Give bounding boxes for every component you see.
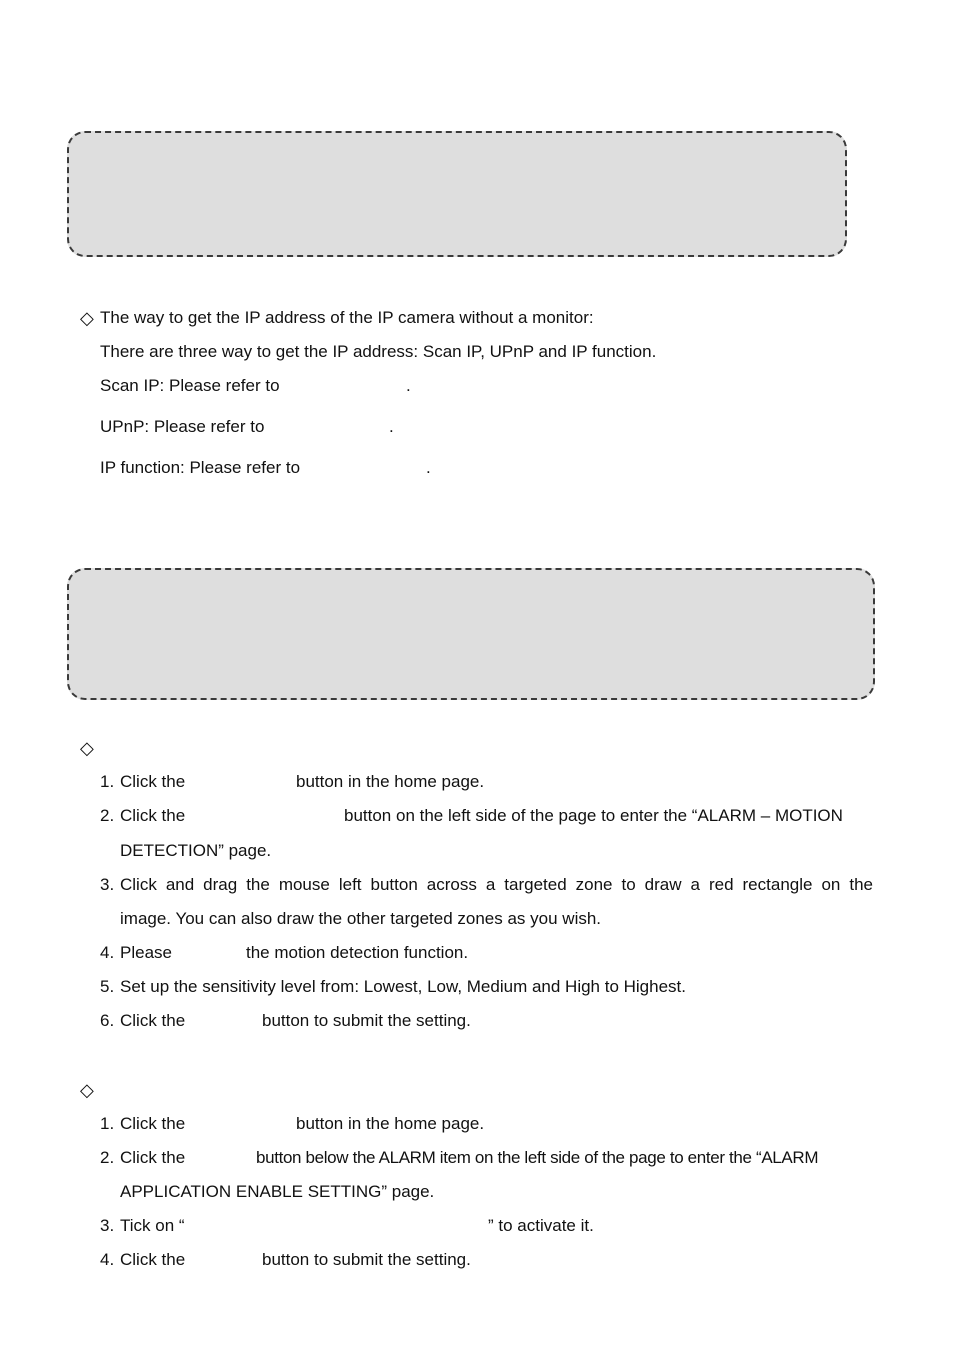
- intro-text: There are three way to get the IP address: Scan IP, UPnP and IP function.: [100, 342, 657, 361]
- ip-function-label: IP function: Please refer to: [100, 458, 301, 477]
- step-text: button in the home page.: [296, 772, 485, 791]
- section-heading: The way to get the IP address of the IP camera without a monitor:: [100, 308, 594, 327]
- step-number: 1.: [100, 772, 115, 791]
- step-text: button to submit the setting.: [262, 1011, 471, 1030]
- step-number: 2.: [100, 1148, 115, 1167]
- step-text: Click the: [120, 1114, 186, 1133]
- scan-ip-period: .: [406, 376, 411, 395]
- step-text-continued: image. You can also draw the other targeted zones as you wish.: [120, 909, 602, 928]
- step-text: Click the: [120, 1148, 186, 1167]
- step-number: 3.: [100, 875, 115, 894]
- upnp-period: .: [389, 417, 394, 436]
- step-text: Tick on “: [120, 1216, 185, 1235]
- step-text: Set up the sensitivity level from: Lowest, Low, Medium and High to Highest.: [120, 977, 686, 996]
- step-text: Click the: [120, 772, 186, 791]
- step-text: button to submit the setting.: [262, 1250, 471, 1269]
- step-text: Please: [120, 943, 172, 962]
- step-number: 5.: [100, 977, 115, 996]
- note-box-middle: [67, 568, 875, 700]
- step-text: button below the ALARM item on the left side of the page to enter the “ALARM: [256, 1148, 819, 1167]
- step-text: Click the: [120, 1011, 186, 1030]
- step-text: Click the: [120, 1250, 186, 1269]
- step-text-continued: DETECTION” page.: [120, 841, 272, 860]
- ip-function-period: .: [426, 458, 431, 477]
- step-text: Click the: [120, 806, 186, 825]
- upnp-label: UPnP: Please refer to: [100, 417, 265, 436]
- diamond-bullet-icon: ◇: [80, 738, 94, 758]
- step-text: button on the left side of the page to enter the “ALARM – MOTION: [344, 806, 843, 825]
- note-box-top: [67, 131, 847, 257]
- diamond-bullet-icon: ◇: [80, 308, 94, 328]
- step-text: Click and drag the mouse left button across a targeted zone to draw a red rectangle on the: [120, 875, 873, 894]
- step-number: 2.: [100, 806, 115, 825]
- step-number: 6.: [100, 1011, 115, 1030]
- step-number: 1.: [100, 1114, 115, 1133]
- scan-ip-label: Scan IP: Please refer to: [100, 376, 280, 395]
- step-text: button in the home page.: [296, 1114, 485, 1133]
- step-number: 4.: [100, 943, 115, 962]
- diamond-bullet-icon: ◇: [80, 1080, 94, 1100]
- step-text: the motion detection function.: [246, 943, 469, 962]
- step-number: 4.: [100, 1250, 115, 1269]
- step-text: ” to activate it.: [488, 1216, 594, 1235]
- step-number: 3.: [100, 1216, 115, 1235]
- step-text-continued: APPLICATION ENABLE SETTING” page.: [120, 1182, 435, 1201]
